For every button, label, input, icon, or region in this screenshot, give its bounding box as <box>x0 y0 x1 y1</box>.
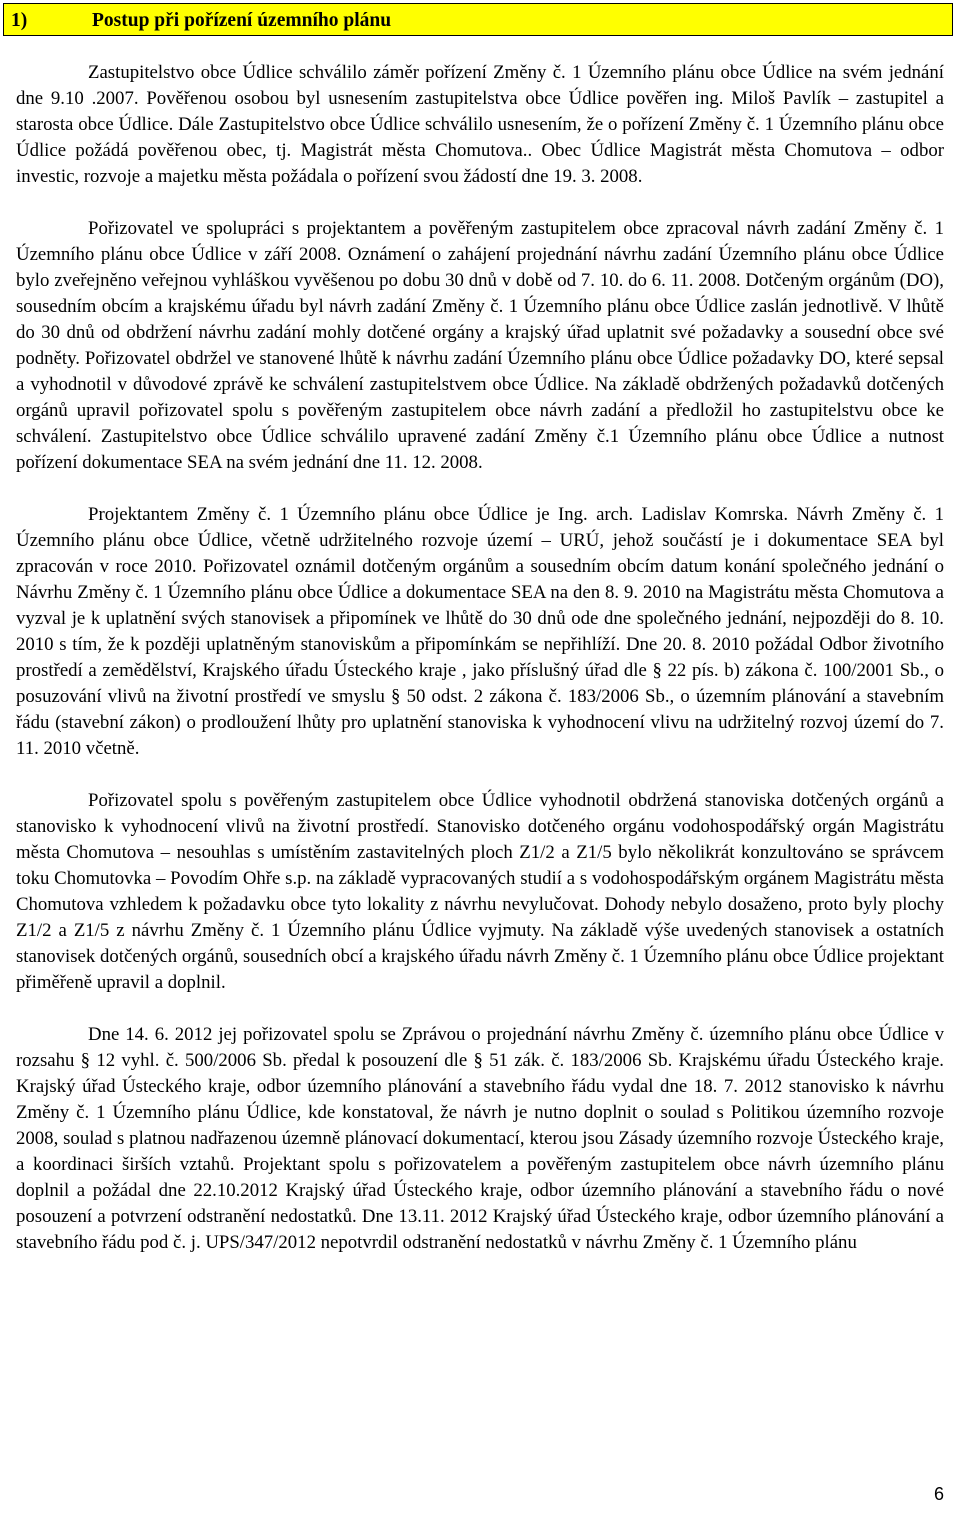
section-title: Postup při pořízení územního plánu <box>92 10 392 31</box>
paragraph-vyhodnoceni: Pořizovatel spolu s pověřeným zastupitelem obce Údlice vyhodnotil obdržená stanoviska dotčených orgánů a stanovisko k vyhodnocení vlivů na životní prostředí. Stanovisko dotčeného orgánu vodohospodářský orgán Magistrátu města Chomutova – nesouhlas s umístěním zastavitelných ploch Z1/2 a Z1/5 bylo několikrát konzultováno se správcem toku Chomutovka – Povodím Ohře s.p. na základě vypracovaných studií a s vodohospodářským orgánem Magistrátu města Chomutova vzhledem k požadavku obce tyto lokality z návrhu nevylučovat. Dohody nebylo dosaženo, proto byly plochy Z1/2 a Z1/5 z návrhu Změny č. 1 Územního plánu Údlice vyjmuty. Na základě výše uvedených stanovisek a ostatních stanovisek dotčených orgánů, sousedních obcí a krajského úřadu návrh Změny č. 1 Územního plánu obce Údlice projektant přiměřeně upravil a doplnil. <box>16 790 945 993</box>
paragraph-posouzeni: Dne 14. 6. 2012 jej pořizovatel spolu se Zprávou o projednání návrhu Změny č. územního plánu obce Údlice v rozsahu § 12 vyhl. č. 500/2006 Sb. předal k posouzení dle § 51 zák. č. 183/2006 Sb. Krajskému úřadu Ústeckého kraje. Krajský úřad Ústeckého kraje, odbor územního plánování a stavebního řádu vydal dne 18. 7. 2012 stanovisko k návrhu Změny č. 1 Územního plánu Údlice, kde konstatoval, že návrh je nutno doplnit o soulad s Politikou územního rozvoje 2008, soulad s platnou nadřazenou územně plánovací dokumentací, kterou jsou Zásady územního rozvoje Ústeckého kraje, a koordinaci širších vztahů. Projektant spolu s pořizovatelem a pověřeným zastupitelem obce návrh územního plánu doplnil a požádal dne 22.10.2012 Krajský úřad Ústeckého kraje, odbor územního plánování a stavebního řádu o nové posouzení a potvrzení odstranění nedostatků. Dne 13.11. 2012 Krajský úřad Ústeckého kraje, odbor územního plánování a stavebního řádu pod č. j. UPS/347/2012 nepotvrdil odstranění nedostatků v návrhu Změny č. 1 Územního plánu <box>16 1024 944 1253</box>
document-body <box>16 60 944 1282</box>
section-heading <box>3 3 953 36</box>
paragraph-navrh: Projektantem Změny č. 1 Územního plánu obce Údlice je Ing. arch. Ladislav Komrska. Návrh Změny č. 1 Územního plánu obce Údlice, včetně udržitelného rozvoje území – URÚ, jehož součástí je i dokumentace SEA byl zpracován v roce 2010. Pořizovatel oznámil dotčeným orgánům a sousedním obcím datum konání společného jednání o Návrhu Změny č. 1 Územního plánu obce Údlice a dokumentace SEA na den 8. 9. 2010 na Magistrátu města Chomutova a vyzval je k uplatnění svých stanovisek a připomínek ve lhůtě do 30 dnů ode dne společného jednání, nejpozději do 8. 10. 2010 s tím, že k později uplatněným stanoviskům a připomínkám se nepřihlíží. Dne 20. 8. 2010 požádal Odbor životního prostředí a zemědělství, Krajského úřadu Ústeckého kraje , jako příslušný úřad dle § 22 pís. b) zákona č. 100/2001 Sb., o posuzování vlivů na životní prostředí ve smyslu § 50 odst. 2 zákona č. 183/2006 Sb., o územním plánování a stavebním řádu (stavební zákon) o prodloužení lhůty pro uplatnění stanoviska k vyhodnocení vlivu na udržitelný rozvoj území do 7. 11. 2010 včetně. <box>16 504 944 759</box>
section-number: 1) <box>11 10 28 31</box>
paragraph-zadani: Pořizovatel ve spolupráci s projektantem a pověřeným zastupitelem obce zpracoval návrh zadání Změny č. 1 Územního plánu obce Údlice v září 2008. Oznámení o zahájení projednání návrhu zadání Územního plánu obce Údlice bylo zveřejněno veřejnou vyhláškou vyvěšenou po dobu 30 dnů v době od 7. 10. do 6. 11. 2008. Dotčeným orgánům (DO), sousedním obcím a krajskému úřadu byl návrh zadání Změny č. 1 Územního plánu obce Údlice zaslán jednotlivě. V lhůtě do 30 dnů od obdržení návrhu zadání mohly dotčené orgány a krajský úřad uplatnit své požadavky a sousední obce své podněty. Pořizovatel obdržel ve stanovené lhůtě k návrhu zadání Územního plánu obce Údlice požadavky DO, které sepsal a vyhodnotil v důvodové zprávě ke schválení zastupitelstvem obce Údlice. Na základě obdržených požadavků dotčených orgánů upravil pořizovatel spolu s pověřeným zastupitelem obce návrh zadání a předložil ho zastupitelstvu obce ke schválení. Zastupitelstvo obce Údlice schválilo upravené zadání Změny č.1 Územního plánu obce Údlice a nutnost pořízení dokumentace SEA na svém jednání dne 11. 12. 2008. <box>16 218 944 473</box>
paragraph-zastupitelstvo: Zastupitelstvo obce Údlice schválilo záměr pořízení Změny č. 1 Územního plánu obce Údlice na svém jednání dne 9.10 .2007. Pověřenou osobou byl usnesením zastupitelstva obce Údlice pověřen ing. Miloš Pavlík – zastupitel a starosta obce Údlice. Dále Zastupitelstvo obce Údlice schválilo usnesením, že o pořízení Změny č. 1 Územního plánu obce Údlice požádá pověřenou obec, tj. Magistrát města Chomutova.. Obec Údlice Magistrát města Chomutova – odbor investic, rozvoje a majetku města požádala o pořízení svou žádostí dne 19. 3. 2008. <box>16 62 944 187</box>
page-number: 6 <box>933 1484 944 1504</box>
